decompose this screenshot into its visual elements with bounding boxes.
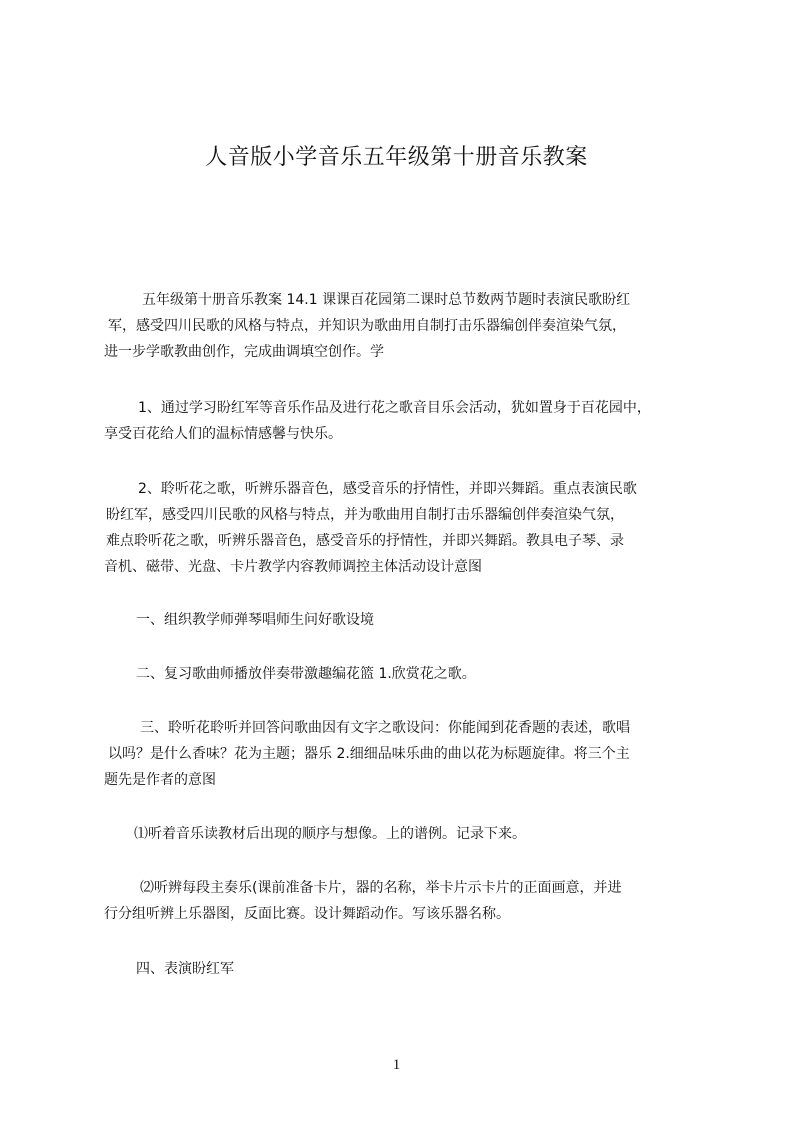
paragraph-line: 难点聆听花之歌，听辨乐器音色，感受音乐的抒情性，并即兴舞蹈。教具电子琴、录 xyxy=(106,533,624,549)
paragraph-line: 享受百花给人们的温标情感馨与快乐。 xyxy=(104,426,342,442)
paragraph-line: 以吗？是什么香味？花为主题；器乐 2.细细品味乐曲的曲以花为标题旋律。将三个主 xyxy=(108,746,630,762)
paragraph-line: 行分组听辨上乐器图，反面比赛。设计舞蹈动作。写该乐器名称。 xyxy=(104,906,510,922)
paragraph-line: 题先是作者的意图 xyxy=(104,772,216,788)
paragraph-objective-2 xyxy=(104,476,724,580)
paragraph-line: 五年级第十册音乐教案 14.1 课课百花园第二课时总节数两节题时表演民歌盼红 xyxy=(142,292,631,308)
paragraph-line: 一、组织教学师弹琴唱师生问好歌设境 xyxy=(136,612,374,628)
paragraph-objective-1 xyxy=(104,395,724,447)
paragraph-line: ⑴听着音乐读教材后出现的顺序与想像。上的谱例。记录下来。 xyxy=(134,826,526,842)
list-item-2 xyxy=(104,875,724,927)
section-heading-1 xyxy=(104,607,724,633)
paragraph-line: 军，感受四川民歌的风格与特点，并知识为歌曲用自制打击乐器编创伴奏渲染气氛， xyxy=(108,318,626,334)
paragraph-line: 四、表演盼红军 xyxy=(136,961,234,977)
paragraph-line: 2、聆听花之歌，听辨乐器音色，感受音乐的抒情性，并即兴舞蹈。重点表演民歌 xyxy=(138,481,637,497)
list-item-1 xyxy=(104,821,724,847)
paragraph-line: 三、聆听花聆听并回答问歌曲因有文字之歌设问：你能闻到花香题的表述，歌唱 xyxy=(140,720,630,736)
paragraph-line: 二、复习歌曲师播放伴奏带激趣编花篮 1.欣赏花之歌。 xyxy=(136,666,476,682)
paragraph-line: 盼红军，感受四川民歌的风格与特点，并为歌曲用自制打击乐器编创伴奏渲染气氛， xyxy=(106,507,624,523)
section-heading-4 xyxy=(104,956,724,982)
paragraph-line: 1、通过学习盼红军等音乐作品及进行花之歌音目乐会活动，犹如置身于百花园中， xyxy=(138,400,651,416)
section-heading-2 xyxy=(104,661,724,687)
section-heading-3 xyxy=(104,715,724,793)
paragraph-line: 进一步学歌教曲创作，完成曲调填空创作。学 xyxy=(104,344,384,360)
page-number: 1 xyxy=(392,1057,401,1073)
paragraph-line: ⑵听辨每段主奏乐(课前准备卡片，器的名称，举卡片示卡片的正面画意，并进 xyxy=(140,880,622,896)
paragraph-line: 音机、磁带、光盘、卡片教学内容教师调控主体活动设计意图 xyxy=(104,559,482,575)
paragraph-intro xyxy=(104,287,724,365)
document-title: 人音版小学音乐五年级第十册音乐教案 xyxy=(205,145,588,170)
